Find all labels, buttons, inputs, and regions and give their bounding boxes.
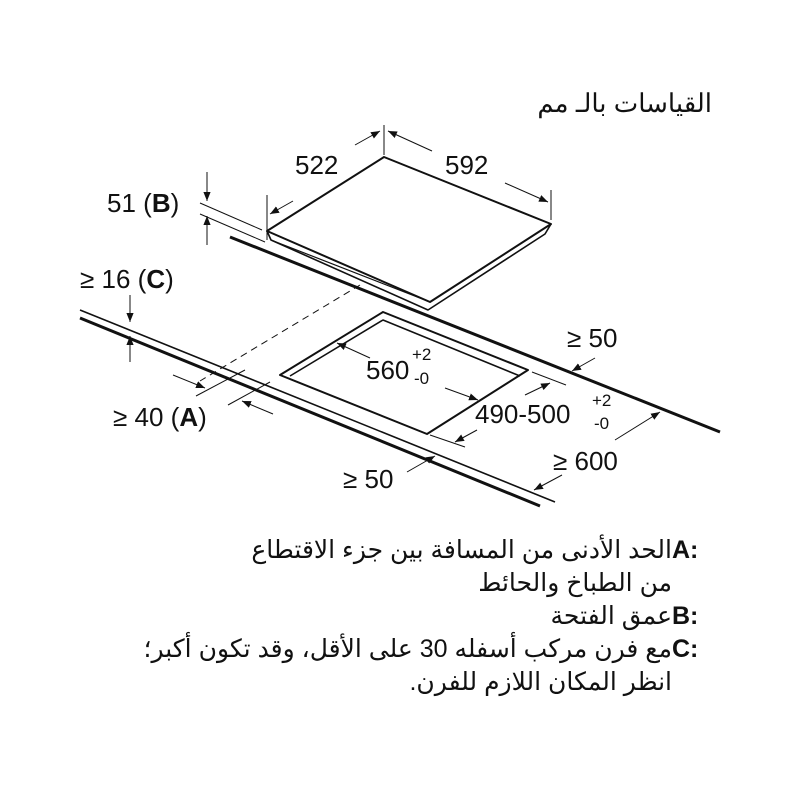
legend-item-c: C: مع فرن مركب أسفله 30 على الأقل، وقد تكون أكبر؛ انظر المكان اللازم للفرن. — [143, 635, 699, 696]
cutout-width-tol-minus: -0 — [414, 369, 430, 388]
units-title: القياسات بالـ مم — [537, 88, 712, 118]
cutout-depth-label: 490-500 — [475, 399, 571, 429]
back-clearance-label: ≥ 50 — [567, 323, 618, 353]
hob-width-label: 592 — [445, 150, 489, 180]
cutout-width-label: 560 — [366, 355, 410, 385]
cutout-depth-tol-plus: +2 — [592, 391, 612, 410]
hob-height-label: 51 (B) — [107, 188, 180, 218]
legend — [72, 534, 712, 699]
front-clearance-label: ≥ 50 — [343, 464, 394, 494]
legend-item-b: B: عمق الفتحة — [550, 602, 699, 630]
worktop-depth-label: ≥ 600 — [553, 446, 618, 476]
cutout-width-tol-plus: +2 — [412, 345, 432, 364]
wall-distance-label: ≥ 40 (A) — [113, 402, 207, 432]
legend-item-a: A: الحد الأدنى من المسافة بين جزء الاقتطاع من الطباخ والحائط — [251, 536, 699, 597]
worktop-thickness-label: ≥ 16 (C) — [80, 264, 174, 294]
cutout-depth-tol-minus: -0 — [594, 414, 610, 433]
hob-depth-label: 522 — [295, 150, 339, 180]
